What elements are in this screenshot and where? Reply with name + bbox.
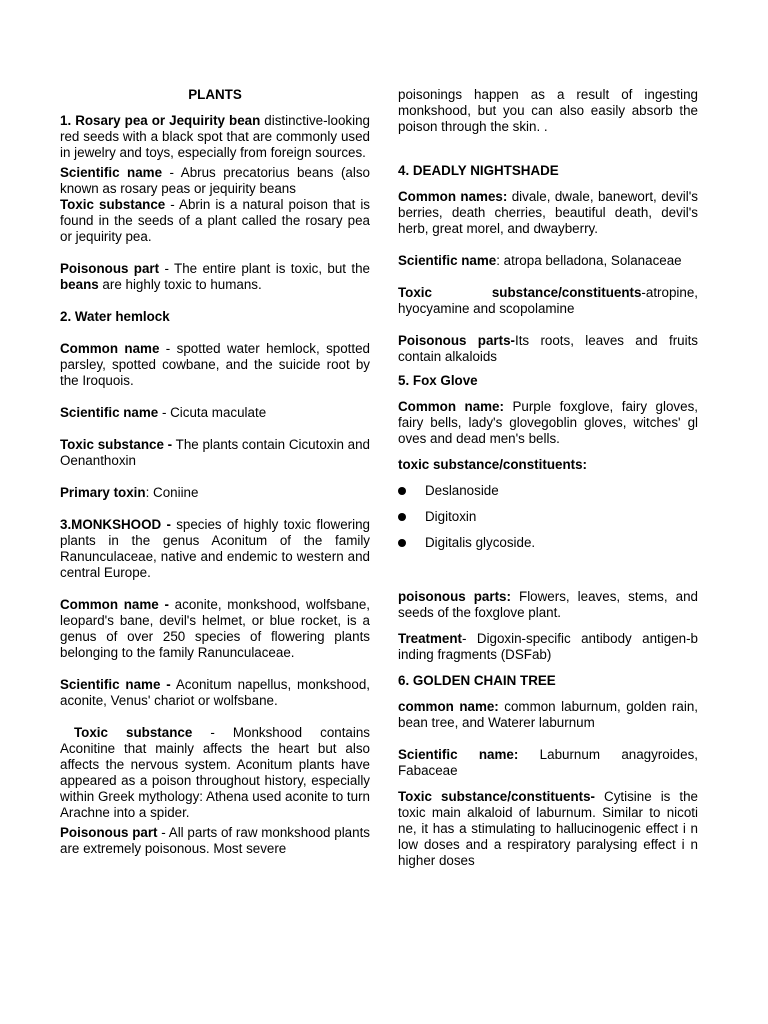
foxglove-constituents-list xyxy=(398,483,698,551)
section-heading: 2. Water hemlock xyxy=(60,309,170,324)
bullet-icon xyxy=(398,487,406,495)
golden-chain-scientific-name: Scientific name: Laburnum anagyroides, Fabaceae xyxy=(398,747,698,778)
rosary-pea-poisonous-part: Poisonous part - The entire plant is toxic, but the beans are highly toxic to humans. xyxy=(60,261,370,292)
monkshood-continuation: poisonings happen as a result of ingesting monkshood, but you can also easily absorb the poison through the skin. . xyxy=(398,87,698,134)
section-heading: 1. Rosary pea or Jequirity bean xyxy=(60,113,261,128)
list-item: Digitoxin xyxy=(398,509,698,525)
monkshood-toxic-substance: Toxic substance - Monkshood contains Aconitine that mainly affects the heart but also affects the nervous system. Aconitum plants have appeared as a poison throughout history, especially within Greek mythology: Athena used aconite to turn Arachne into a spider. xyxy=(60,725,371,820)
foxglove-poisonous-parts: poisonous parts: Flowers, leaves, stems, and seeds of the foxglove plant. xyxy=(398,589,698,620)
monkshood-scientific-name: Scientific name - Aconitum napellus, monkshood, aconite, Venus' chariot or wolfsbane. xyxy=(60,677,370,708)
nightshade-scientific-name: Scientific name: atropa belladona, Solanaceae xyxy=(398,253,682,268)
monkshood-intro: 3.MONKSHOOD - species of highly toxic flowering plants in the genus Aconitum of the family Ranunculaceae, native and endemic to western and central Europe. xyxy=(60,517,370,580)
left-column xyxy=(60,87,370,857)
foxglove-toxic-heading: toxic substance/constituents: xyxy=(398,457,587,472)
nightshade-poisonous-parts: Poisonous parts-Its roots, leaves and fruits contain alkaloids xyxy=(398,333,698,364)
water-hemlock-toxic-substance: Toxic substance - The plants contain Cicutoxin and Oenanthoxin xyxy=(60,437,370,468)
section-heading: 6. GOLDEN CHAIN TREE xyxy=(398,673,556,688)
monkshood-poisonous-part: Poisonous part - All parts of raw monkshood plants are extremely poisonous. Most severe xyxy=(60,825,370,856)
golden-chain-common-name: common name: common laburnum, golden rain, bean tree, and Waterer laburnum xyxy=(398,699,698,730)
water-hemlock-scientific-name: Scientific name - Cicuta maculate xyxy=(60,405,267,420)
foxglove-common-name: Common name: Purple foxglove, fairy gloves, fairy bells, lady's glovegoblin gloves, witches' gl oves and dead men's bells. xyxy=(398,399,698,446)
rosary-pea-intro: 1. Rosary pea or Jequirity bean distinctive-looking red seeds with a black spot that are commonly used in jewelry and toys, especially from foreign sources. xyxy=(60,113,370,160)
bullet-icon xyxy=(398,539,406,547)
section-heading: 5. Fox Glove xyxy=(398,373,478,388)
bullet-icon xyxy=(398,513,406,521)
list-item: Deslanoside xyxy=(398,483,698,499)
section-heading: 4. DEADLY NIGHTSHADE xyxy=(398,163,559,178)
foxglove-treatment: Treatment- Digoxin-specific antibody antigen-b inding fragments (DSFab) xyxy=(398,631,698,662)
nightshade-common-names: Common names: divale, dwale, banewort, devil's berries, death cherries, beautiful death, devil's herb, great morel, and dwayberry. xyxy=(398,189,698,236)
list-item: Digitalis glycoside. xyxy=(398,535,698,551)
nightshade-toxic-substance: Toxic substance/constituents-atropine, hyocyamine and scopolamine xyxy=(398,285,698,316)
page-title: PLANTS xyxy=(188,87,242,102)
rosary-pea-toxic-substance: Toxic substance - Abrin is a natural poison that is found in the seeds of a plant called the rosary pea or jequirity pea. xyxy=(60,197,370,244)
water-hemlock-primary-toxin: Primary toxin: Coniine xyxy=(60,485,199,500)
golden-chain-toxic-substance: Toxic substance/constituents- Cytisine is the toxic main alkaloid of laburnum. Similar to nicoti ne, it has a stimulating to hallucinogenic effect i n low doses and a respiratory paralysing effect i n higher doses xyxy=(398,789,699,868)
right-column xyxy=(398,87,698,869)
monkshood-common-name: Common name - aconite, monkshood, wolfsbane, leopard's bane, devil's helmet, or blue rocket, is a genus of over 250 species of flowering plants belonging to the family Ranunculaceae. xyxy=(60,597,371,660)
section-heading: 3.MONKSHOOD - xyxy=(60,517,171,532)
rosary-pea-scientific-name: Scientific name - Abrus precatorius beans (also known as rosary peas or jequirity beans xyxy=(60,165,371,196)
water-hemlock-common-name: Common name - spotted water hemlock, spotted parsley, spotted cowbane, and the suicide root by the Iroquois. xyxy=(60,341,370,388)
